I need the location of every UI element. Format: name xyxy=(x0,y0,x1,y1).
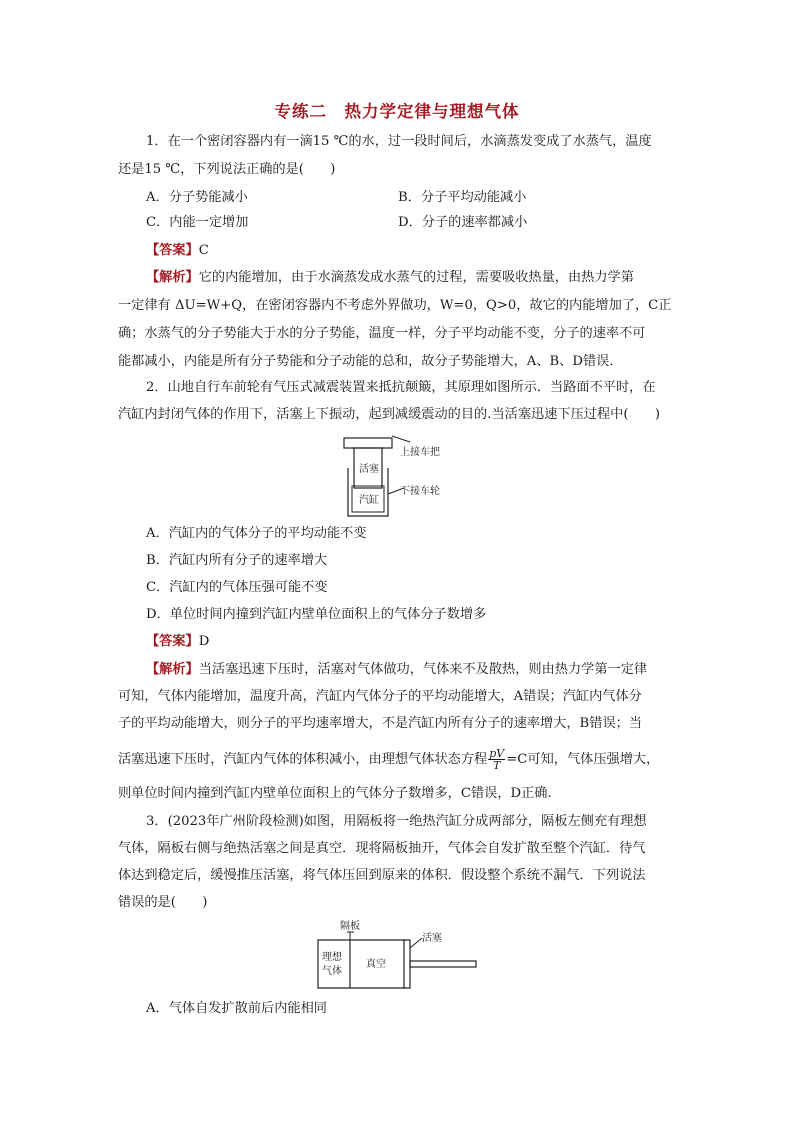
q1-analysis-line4: 能都减小，内能是所有分子势能和分子动能的总和，故分子势能增大，A、B、D错误． xyxy=(118,354,623,369)
q2-answer-value: D xyxy=(198,634,210,649)
q1-analysis-tag: 【解析】 xyxy=(146,270,199,285)
q3-option-a: A．气体自发扩散前后内能相同 xyxy=(146,1001,327,1016)
q1-stem-line1: 1．在一个密闭容器内有一滴15 ℃的水，过一段时间后，水滴蒸发变成了水蒸气，温度 xyxy=(146,134,652,149)
q3-stem-line4: 错误的是( ) xyxy=(118,895,208,910)
q2-stem-line1: 2．山地自行车前轮有气压式减震装置来抵抗颠簸，其原理如图所示．当路面不平时，在 xyxy=(146,380,656,395)
q1-option-a: A．分子势能减小 xyxy=(146,190,248,205)
q3-stem-line1: 3．(2023年广州阶段检测)如图，用隔板将一绝热汽缸分成两部分，隔板左侧充有理想 xyxy=(146,814,647,829)
q2-option-b: B．汽缸内所有分子的速率增大 xyxy=(146,553,328,568)
q3-stem-line2: 气体，隔板右侧与绝热活塞之间是真空．现将隔板抽开，气体会自发扩散至整个汽缸．待气 xyxy=(118,841,646,856)
q2-answer xyxy=(146,632,708,652)
cylinder-label: 汽缸 xyxy=(359,495,379,506)
q2-analysis-line1: 【解析】当活塞迅速下压时，活塞对气体做功，气体来不及散热，则由热力学第一定律 xyxy=(146,662,648,677)
bottom-connection-label: 下接车轮 xyxy=(400,486,440,497)
piston-plate xyxy=(404,940,410,988)
q1-option-d: D．分子的速率都减小 xyxy=(398,215,528,230)
cylinder-body xyxy=(318,940,406,988)
gas-label-line2: 气体 xyxy=(322,966,342,977)
piston-label: 活塞 xyxy=(359,464,379,475)
q2-analysis-line4: 活塞迅速下压时，汽缸内气体的体积减小，由理想气体状态方程 $\frac{pV}{T}$ =C可知，气体压强增大， xyxy=(118,747,660,772)
q2-option-d: D．单位时间内撞到汽缸内壁单位面积上的气体分子数增多 xyxy=(146,607,487,622)
q1-answer xyxy=(146,241,708,261)
page-title: 专练二 热力学定律与理想气体 xyxy=(274,102,520,121)
gas-label-line1: 理想 xyxy=(322,952,342,963)
q2-answer-tag: 【答案】 xyxy=(146,634,199,649)
partition-label: 隔板 xyxy=(340,921,360,932)
q3-stem-line3: 体达到稳定后，缓慢推压活塞，将气体压回到原来的体积．假设整个系统不漏气．下列说法 xyxy=(118,868,646,883)
q2-option-c: C．汽缸内的气体压强可能不变 xyxy=(146,580,328,595)
q1-option-b: B．分子平均动能减小 xyxy=(398,190,527,205)
q1-analysis-line2: 一定律有 ΔU=W+Q，在密闭容器内不考虑外界做功，W=0，Q>0，故它的内能增加了，C正 xyxy=(118,298,672,313)
q2-analysis-line3: 子的平均动能增大，则分子的平均速率增大，不是汽缸内所有分子的速率增大，B错误；当 xyxy=(118,716,642,731)
q1-option-c: C．内能一定增加 xyxy=(146,215,249,230)
q1-stem-line2: 还是15 ℃，下列说法正确的是( ) xyxy=(118,162,336,177)
ideal-gas-formula: $\frac{pV}{T}$ xyxy=(489,747,505,772)
q2-stem-line2: 汽缸内封闭气体的作用下，活塞上下振动，起到减缓震动的目的.当活塞迅速下压过程中( ) xyxy=(118,407,660,422)
vacuum-label: 真空 xyxy=(366,959,386,970)
top-connection-label: 上接车把 xyxy=(400,447,440,458)
piston-rod xyxy=(410,961,476,967)
q1-answer-value: C xyxy=(198,243,209,258)
handlebar-cap xyxy=(344,438,392,448)
shock-absorber-figure xyxy=(336,428,466,522)
q3-piston-label: 活塞 xyxy=(422,933,442,944)
q2-option-a: A．汽缸内的气体分子的平均动能不变 xyxy=(146,526,367,541)
q1-answer-tag: 【答案】 xyxy=(146,243,199,258)
q1-analysis-line3: 确；水蒸气的分子势能大于水的分子势能，温度一样，分子平均动能不变，分子的速率不可 xyxy=(118,326,646,341)
q2-analysis-line5: 则单位时间内撞到汽缸内壁单位面积上的气体分子数增多，C错误，D正确. xyxy=(118,786,552,801)
q2-analysis-tag: 【解析】 xyxy=(146,662,199,677)
q2-analysis-line2: 可知，气体内能增加，温度升高，汽缸内气体分子的平均动能增大，A错误；汽缸内气体分 xyxy=(118,689,642,704)
top-pointer-line xyxy=(392,436,410,442)
insulated-cylinder-figure xyxy=(310,916,485,994)
q1-analysis-line1: 【解析】它的内能增加，由于水滴蒸发成水蒸气的过程，需要吸收热量，由热力学第 xyxy=(146,270,634,285)
